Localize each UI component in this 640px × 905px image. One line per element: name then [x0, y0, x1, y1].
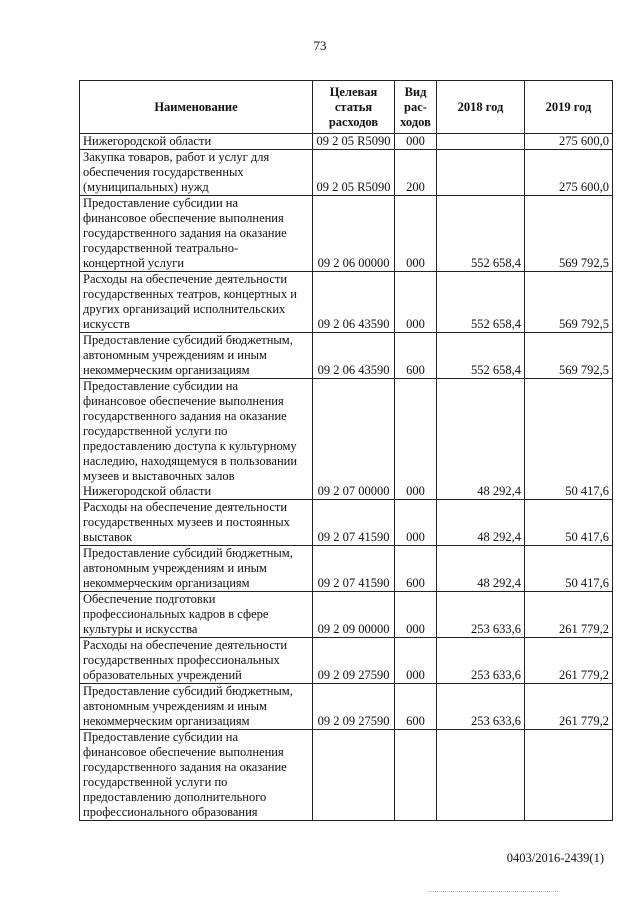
row-expense-type: 000 [395, 500, 437, 546]
row-amount-2018: 48 292,4 [437, 546, 525, 592]
row-amount-2018: 552 658,4 [437, 272, 525, 333]
row-name [80, 592, 313, 638]
row-name [80, 638, 313, 684]
row-expense-type: 600 [395, 684, 437, 730]
table-row [80, 379, 613, 500]
row-name-line: государственной театрально- [83, 241, 239, 255]
row-name-line: предоставлению доступа к культурному [83, 439, 297, 453]
row-name-line: Закупка товаров, работ и услуг для [83, 150, 270, 164]
row-amount-2018: 552 658,4 [437, 196, 525, 272]
row-amount-2019: 261 779,2 [525, 592, 613, 638]
row-name-line: некоммерческим организациям [83, 363, 250, 377]
row-name-line: финансовое обеспечение выполнения [83, 745, 284, 759]
row-amount-2018 [437, 134, 525, 150]
row-name-line: Расходы на обеспечение деятельности [83, 500, 288, 514]
row-amount-2019: 569 792,5 [525, 272, 613, 333]
row-name-line: Предоставление субсидии на [83, 196, 239, 210]
row-name-line: некоммерческим организациям [83, 576, 250, 590]
budget-table [79, 80, 613, 821]
row-name-line: Нижегородской области [83, 484, 212, 498]
row-name [80, 272, 313, 333]
row-name-line: государственной услуги по [83, 775, 228, 789]
row-name [80, 379, 313, 500]
row-expense-type: 000 [395, 134, 437, 150]
row-name-line: Предоставление субсидий бюджетным, [83, 333, 293, 347]
row-name-line: государственного задания на оказание [83, 226, 287, 240]
row-name-line: Расходы на обеспечение деятельности [83, 272, 288, 286]
row-name-line: профессионального образования [83, 805, 258, 819]
row-name-line: Предоставление субсидии на [83, 379, 239, 393]
row-name-line: государственного задания на оказание [83, 409, 287, 423]
row-expense-type: 000 [395, 638, 437, 684]
table-row [80, 333, 613, 379]
header-2019: 2019 год [525, 81, 613, 134]
row-name-line: Предоставление субсидий бюджетным, [83, 546, 293, 560]
row-name-line: государственных музеев и постоянных [83, 515, 290, 529]
row-expense-type: 600 [395, 546, 437, 592]
footer-mark [428, 891, 558, 898]
row-name [80, 684, 313, 730]
document-number: 0403/2016-2439(1) [506, 851, 604, 865]
row-name-line: культуры и искусства [83, 622, 198, 636]
row-target-article: 09 2 09 00000 [313, 592, 395, 638]
row-target-article: 09 2 05 R5090 [313, 134, 395, 150]
row-target-article: 09 2 07 00000 [313, 379, 395, 500]
row-name-line: финансовое обеспечение выполнения [83, 211, 284, 225]
row-target-article: 09 2 05 R5090 [313, 150, 395, 196]
row-name-line: государственной услуги по [83, 424, 228, 438]
row-name [80, 500, 313, 546]
table-row [80, 638, 613, 684]
row-amount-2018: 253 633,6 [437, 638, 525, 684]
row-name [80, 134, 313, 150]
row-amount-2018: 253 633,6 [437, 592, 525, 638]
header-2018: 2018 год [437, 81, 525, 134]
row-name-line: предоставлению дополнительного [83, 790, 267, 804]
row-amount-2019: 261 779,2 [525, 638, 613, 684]
row-amount-2019: 569 792,5 [525, 333, 613, 379]
row-name-line: наследию, находящемуся в пользовании [83, 454, 298, 468]
table-row [80, 500, 613, 546]
row-expense-type: 000 [395, 196, 437, 272]
table-row [80, 134, 613, 150]
row-name-line: искусств [83, 317, 130, 331]
table-row [80, 592, 613, 638]
page-number: 73 [313, 38, 327, 53]
row-amount-2018: 552 658,4 [437, 333, 525, 379]
row-name-line: некоммерческим организациям [83, 714, 250, 728]
row-name-line: Обеспечение подготовки [83, 592, 216, 606]
header-expense-type: Вид рас- ходов [395, 81, 437, 134]
row-target-article: 09 2 09 27590 [313, 684, 395, 730]
row-name-line: концертной услуги [83, 256, 185, 270]
row-target-article: 09 2 07 41590 [313, 546, 395, 592]
row-amount-2018 [437, 150, 525, 196]
row-amount-2018: 253 633,6 [437, 684, 525, 730]
row-name [80, 546, 313, 592]
row-amount-2019: 275 600,0 [525, 150, 613, 196]
row-target-article: 09 2 06 00000 [313, 196, 395, 272]
row-name [80, 196, 313, 272]
row-name-line: Предоставление субсидии на [83, 730, 239, 744]
header-name: Наименование [80, 81, 313, 134]
row-expense-type: 000 [395, 272, 437, 333]
row-name [80, 150, 313, 196]
row-name-line: выставок [83, 530, 133, 544]
row-target-article: 09 2 06 43590 [313, 272, 395, 333]
row-name [80, 730, 313, 821]
row-name-line: профессиональных кадров в сфере [83, 607, 269, 621]
table-row [80, 196, 613, 272]
row-amount-2018: 48 292,4 [437, 500, 525, 546]
row-name [80, 333, 313, 379]
row-amount-2019: 569 792,5 [525, 196, 613, 272]
row-amount-2019: 50 417,6 [525, 546, 613, 592]
row-target-article [313, 730, 395, 821]
row-expense-type: 600 [395, 333, 437, 379]
table-row [80, 150, 613, 196]
row-name-line: обеспечения государственных [83, 165, 244, 179]
row-name-line: других организаций исполнительских [83, 302, 286, 316]
table-row [80, 730, 613, 821]
row-expense-type: 200 [395, 150, 437, 196]
row-amount-2019: 261 779,2 [525, 684, 613, 730]
row-name-line: Расходы на обеспечение деятельности [83, 638, 288, 652]
row-name-line: музеев и выставочных залов [83, 469, 235, 483]
row-amount-2018 [437, 730, 525, 821]
row-target-article: 09 2 09 27590 [313, 638, 395, 684]
row-name-line: государственных профессиональных [83, 653, 280, 667]
row-target-article: 09 2 06 43590 [313, 333, 395, 379]
row-name-line: государственных театров, концертных и [83, 287, 297, 301]
table-row [80, 684, 613, 730]
row-target-article: 09 2 07 41590 [313, 500, 395, 546]
row-amount-2018: 48 292,4 [437, 379, 525, 500]
row-expense-type: 000 [395, 379, 437, 500]
table-row [80, 272, 613, 333]
row-expense-type [395, 730, 437, 821]
row-name-line: Нижегородской области [83, 134, 212, 148]
row-name-line: государственного задания на оказание [83, 760, 287, 774]
row-name-line: автономным учреждениям и иным [83, 561, 267, 575]
row-expense-type: 000 [395, 592, 437, 638]
row-name-line: автономным учреждениям и иным [83, 699, 267, 713]
row-amount-2019: 50 417,6 [525, 379, 613, 500]
row-name-line: (муниципальных) нужд [83, 180, 209, 194]
table-header-row [80, 81, 613, 134]
table-row [80, 546, 613, 592]
header-target-article: Целевая статья расходов [313, 81, 395, 134]
row-name-line: образовательных учреждений [83, 668, 242, 682]
row-amount-2019: 50 417,6 [525, 500, 613, 546]
row-amount-2019: 275 600,0 [525, 134, 613, 150]
row-name-line: финансовое обеспечение выполнения [83, 394, 284, 408]
row-name-line: автономным учреждениям и иным [83, 348, 267, 362]
row-amount-2019 [525, 730, 613, 821]
row-name-line: Предоставление субсидий бюджетным, [83, 684, 293, 698]
